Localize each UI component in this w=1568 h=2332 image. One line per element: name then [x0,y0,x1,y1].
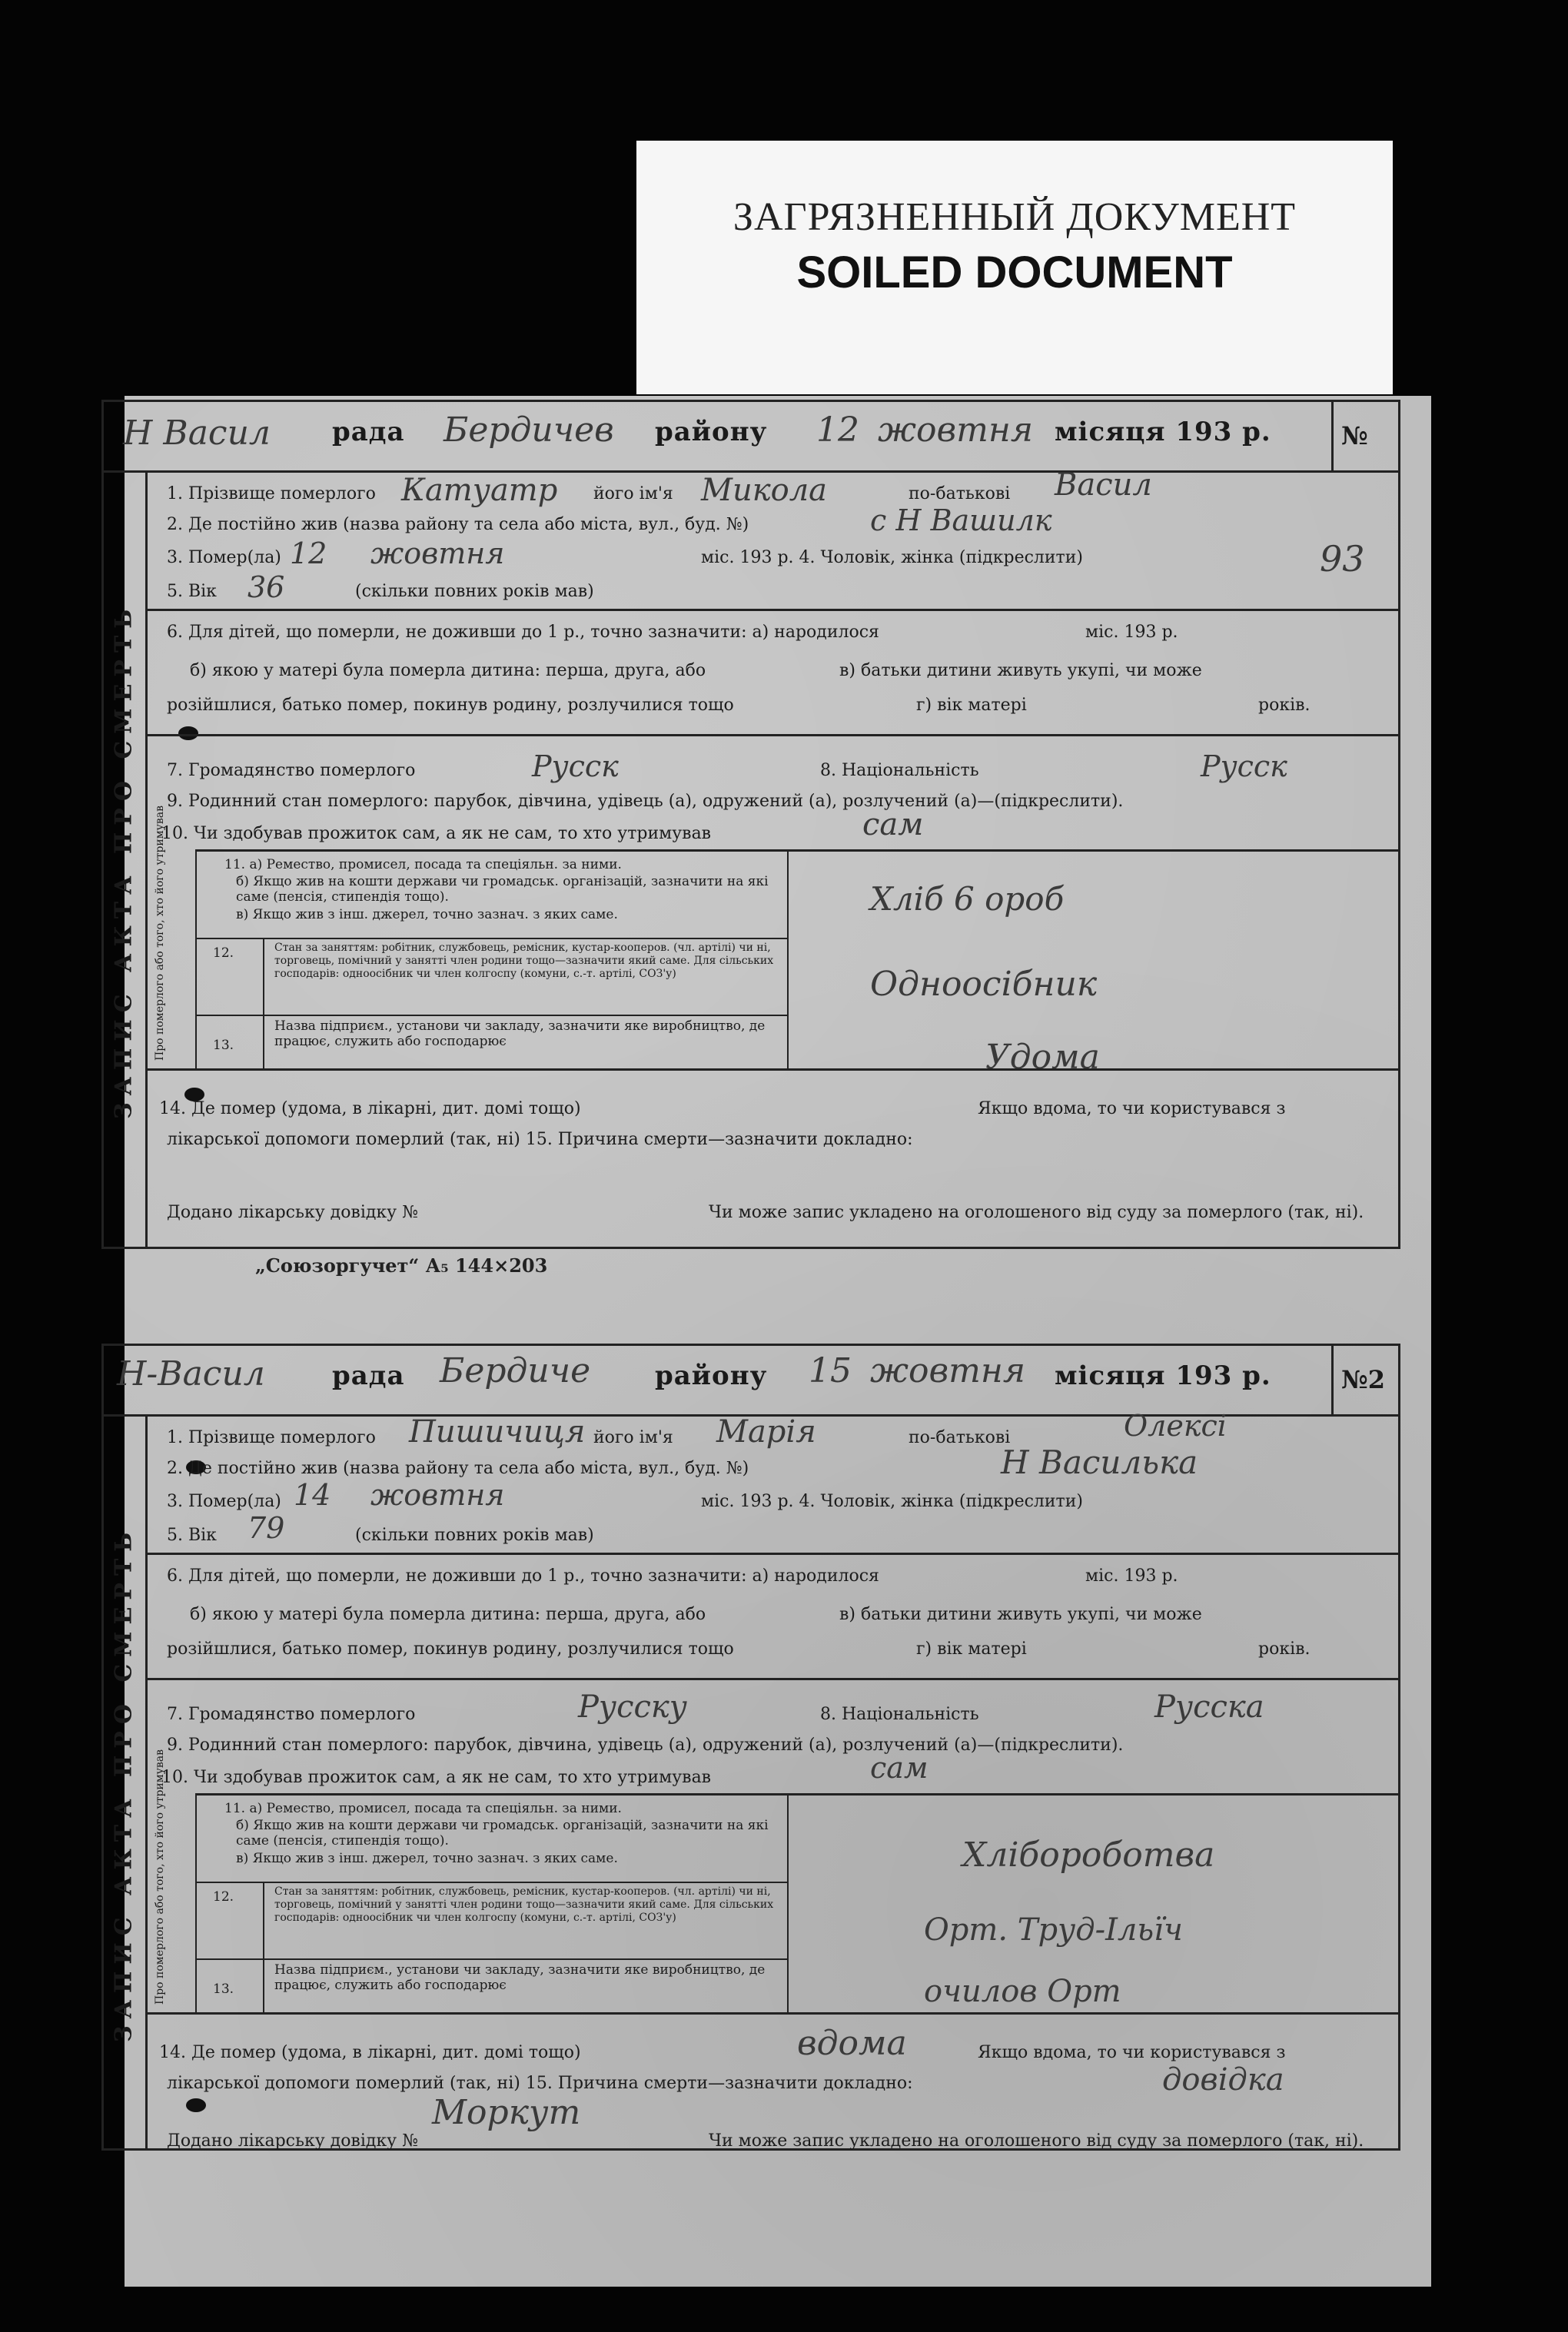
citizenship-handwritten: Русск [532,749,619,783]
residence-handwritten: Н Василька [1001,1443,1198,1481]
name-handwritten: Микола [701,473,828,508]
support-handwritten: сам [870,1751,929,1785]
residence-handwritten: с Н Вашилк [870,503,1052,537]
month-handwritten: жовтня [870,1351,1025,1390]
age-handwritten: 79 [247,1511,285,1545]
place-handwritten: Удома [985,1038,1100,1077]
day-handwritten: 15 [809,1351,852,1390]
record-header [101,400,1400,473]
status-handwritten: Одноосібник [870,965,1098,1004]
death-month-handwritten: жовтня [370,536,505,570]
name-handwritten: Марія [716,1414,816,1450]
district-handwritten: Бердиче [440,1351,591,1390]
workplace-handwritten: очилов Орт [924,1974,1121,2009]
patronymic-handwritten: Васил [1055,467,1152,503]
occupation-handwritten: Хлібороботва [962,1835,1215,1875]
surname-handwritten: Катуатр [401,473,558,508]
record-number: № [1331,400,1400,473]
record-header [101,1344,1400,1417]
side-title: ЗАПИС АКТА ПРО СМЕРТЬ [101,473,148,1249]
district-handwritten: Бердичев [443,410,614,450]
death-day-handwritten: 14 [294,1478,331,1512]
council-handwritten: Н Васил [123,414,271,453]
council-label: рада [332,1360,405,1391]
district-label: району [655,1360,768,1391]
nationality-handwritten: Русск [1201,749,1287,783]
margin-note: 93 [1320,538,1365,580]
print-mark: „Союзоргучет“ А₅ 144×203 [255,1254,548,1277]
cause-handwritten: Моркут [432,2093,581,2132]
occupation-handwritten: Хліб 6 ороб [870,880,1065,918]
day-handwritten: 12 [816,410,859,450]
age-handwritten: 36 [247,570,285,604]
month-year-label: місяця 193 р. [1055,1360,1271,1391]
status-handwritten: Орт. Труд-Ільїч [924,1912,1183,1948]
place-handwritten: вдома [797,2024,907,2063]
month-year-label: місяця 193 р. [1055,417,1271,447]
council-label: рада [332,417,405,447]
soiled-document-label [636,141,1393,394]
patronymic-handwritten: Олексі [1124,1409,1227,1443]
surname-handwritten: Пишичиця [409,1414,586,1450]
death-month-handwritten: жовтня [370,1478,505,1512]
record-number: №2 [1331,1344,1400,1417]
support-handwritten: сам [862,807,924,842]
death-day-handwritten: 12 [290,536,327,570]
council-handwritten: Н-Васил [117,1354,265,1394]
death-record-1: Н Васил рада Бердичев району 12 жовтня місяця 193 р. № ЗАПИС АКТА ПРО СМЕРТЬ 1. Прізвище померлого Катуатр його ім'я Микола по-батькові Васил 2. Де постійно жив (назва району та села або міста, вул., буд. №) с Н Вашилк 3. Помер(ла) 12 жовтня міс. 193 р. 4. Чоловік, жінка (підкреслити) 93 5. Вік 36 (скільки повних років мав) 6. Для дітей, що померли, не доживши до 1 р., точно зазначити: а) народилося міс. 193 р. б) якою у матері була померла дитина: перша, друга, або в) батьки дитини живуть укупі, чи може розійшлися, батько помер, покинув родину, розлучилися тощо г) вік матері років. 7. Громадянство померлого Русск 8. Національність Русск 9. Родинний стан померлого: парубок, дівчина, удівець (а), одружений (а), розлучений (а)—(підкреслити). 10. Чи здобував прожиток сам, а як не сам, то хто утримував сам 11. а) Ремество, промисел, посада та спеціяльн. за ними. б) Якщо жив на кошти держави чи громадськ. організацій, зазначити на які саме (пенсія, стипендія тощо). в) Якщо жив з інш. джерел, точно зазнач. з яких саме. 12. Стан за заняттям: робітник, службовець, ремісник, кустар-кооперов. (чл. артілі) чи ні, торговець, помічний у занятті член родини тощо—зазначити який саме. Для сільських господарів: одноосібник чи член колгоспу (комуни, с.-т. артілі, СОЗ'у) 13. Назва підприєм., установи чи закладу, зазначити яке виробництво, де працює, служить або господарює Про померлого або того, хто його утримував Хліб 6 ороб Одноосібник Удома 14. Де помер (удома, в лікарні, дит. домі тощо) Якщо вдома, то чи користувався з лікарської допомоги померлий (так, ні) 15. Причина смерти—зазначити докладно: Додано лікарську довідку № Чи може запис укладено на оголошеного від суду за померлого (так, ні). [101,400,1400,1249]
side-title: ЗАПИС АКТА ПРО СМЕРТЬ [101,1417,148,2151]
nationality-handwritten: Русска [1154,1689,1264,1725]
label-russian: ЗАГРЯЗНЕННЫЙ ДОКУМЕНТ [733,195,1297,239]
district-label: району [655,417,768,447]
death-record-2: Н-Васил рада Бердиче району 15 жовтня місяця 193 р. №2 ЗАПИС АКТА ПРО СМЕРТЬ 1. Прізвище померлого Пишичиця його ім'я Марія по-батькові Олексі 2. Де постійно жив (назва району та села або міста, вул., буд. №) Н Василька 3. Помер(ла) 14 жовтня міс. 193 р. 4. Чоловік, жінка (підкреслити) 5. Вік 79 (скільки повних років мав) 6. Для дітей, що померли, не доживши до 1 р., точно зазначити: а) народилося міс. 193 р. б) якою у матері була померла дитина: перша, друга, або в) батьки дитини живуть укупі, чи може розійшлися, батько помер, покинув родину, розлучилися тощо г) вік матері років. 7. Громадянство померлого Русску 8. Національність Русска 9. Родинний стан померлого: парубок, дівчина, удівець (а), одружений (а), розлучений (а)—(підкреслити). 10. Чи здобував прожиток сам, а як не сам, то хто утримував сам 11. а) Ремество, промисел, посада та спеціяльн. за ними. б) Якщо жив на кошти держави чи громадськ. організацій, зазначити на які саме (пенсія, стипендія тощо). в) Якщо жив з інш. джерел, точно зазнач. з яких саме. 12. Стан за заняттям: робітник, службовець, ремісник, кустар-кооперов. (чл. артілі) чи ні, торговець, помічний у занятті член родини тощо—зазначити який саме. Для сільських господарів: одноосібник чи член колгоспу (комуни, с.-т. артілі, СОЗ'у) 13. Назва підприєм., установи чи закладу, зазначити яке виробництво, де працює, служить або господарює Про померлого або того, хто його утримував Хлібороботва Орт. Труд-Ільїч очилов Орт 14. Де помер (удома, в лікарні, дит. домі тощо) вдома Якщо вдома, то чи користувався з лікарської допомоги померлий (так, ні) 15. Причина смерти—зазначити докладно: довідка Моркут Додано лікарську довідку № Чи може запис укладено на оголошеного від суду за померлого (так, ні). [101,1344,1400,2151]
citizenship-handwritten: Русску [578,1689,688,1725]
month-handwritten: жовтня [878,410,1033,450]
label-english: SOILED DOCUMENT [796,247,1233,297]
cause-handwritten: довідка [1162,2062,1284,2098]
